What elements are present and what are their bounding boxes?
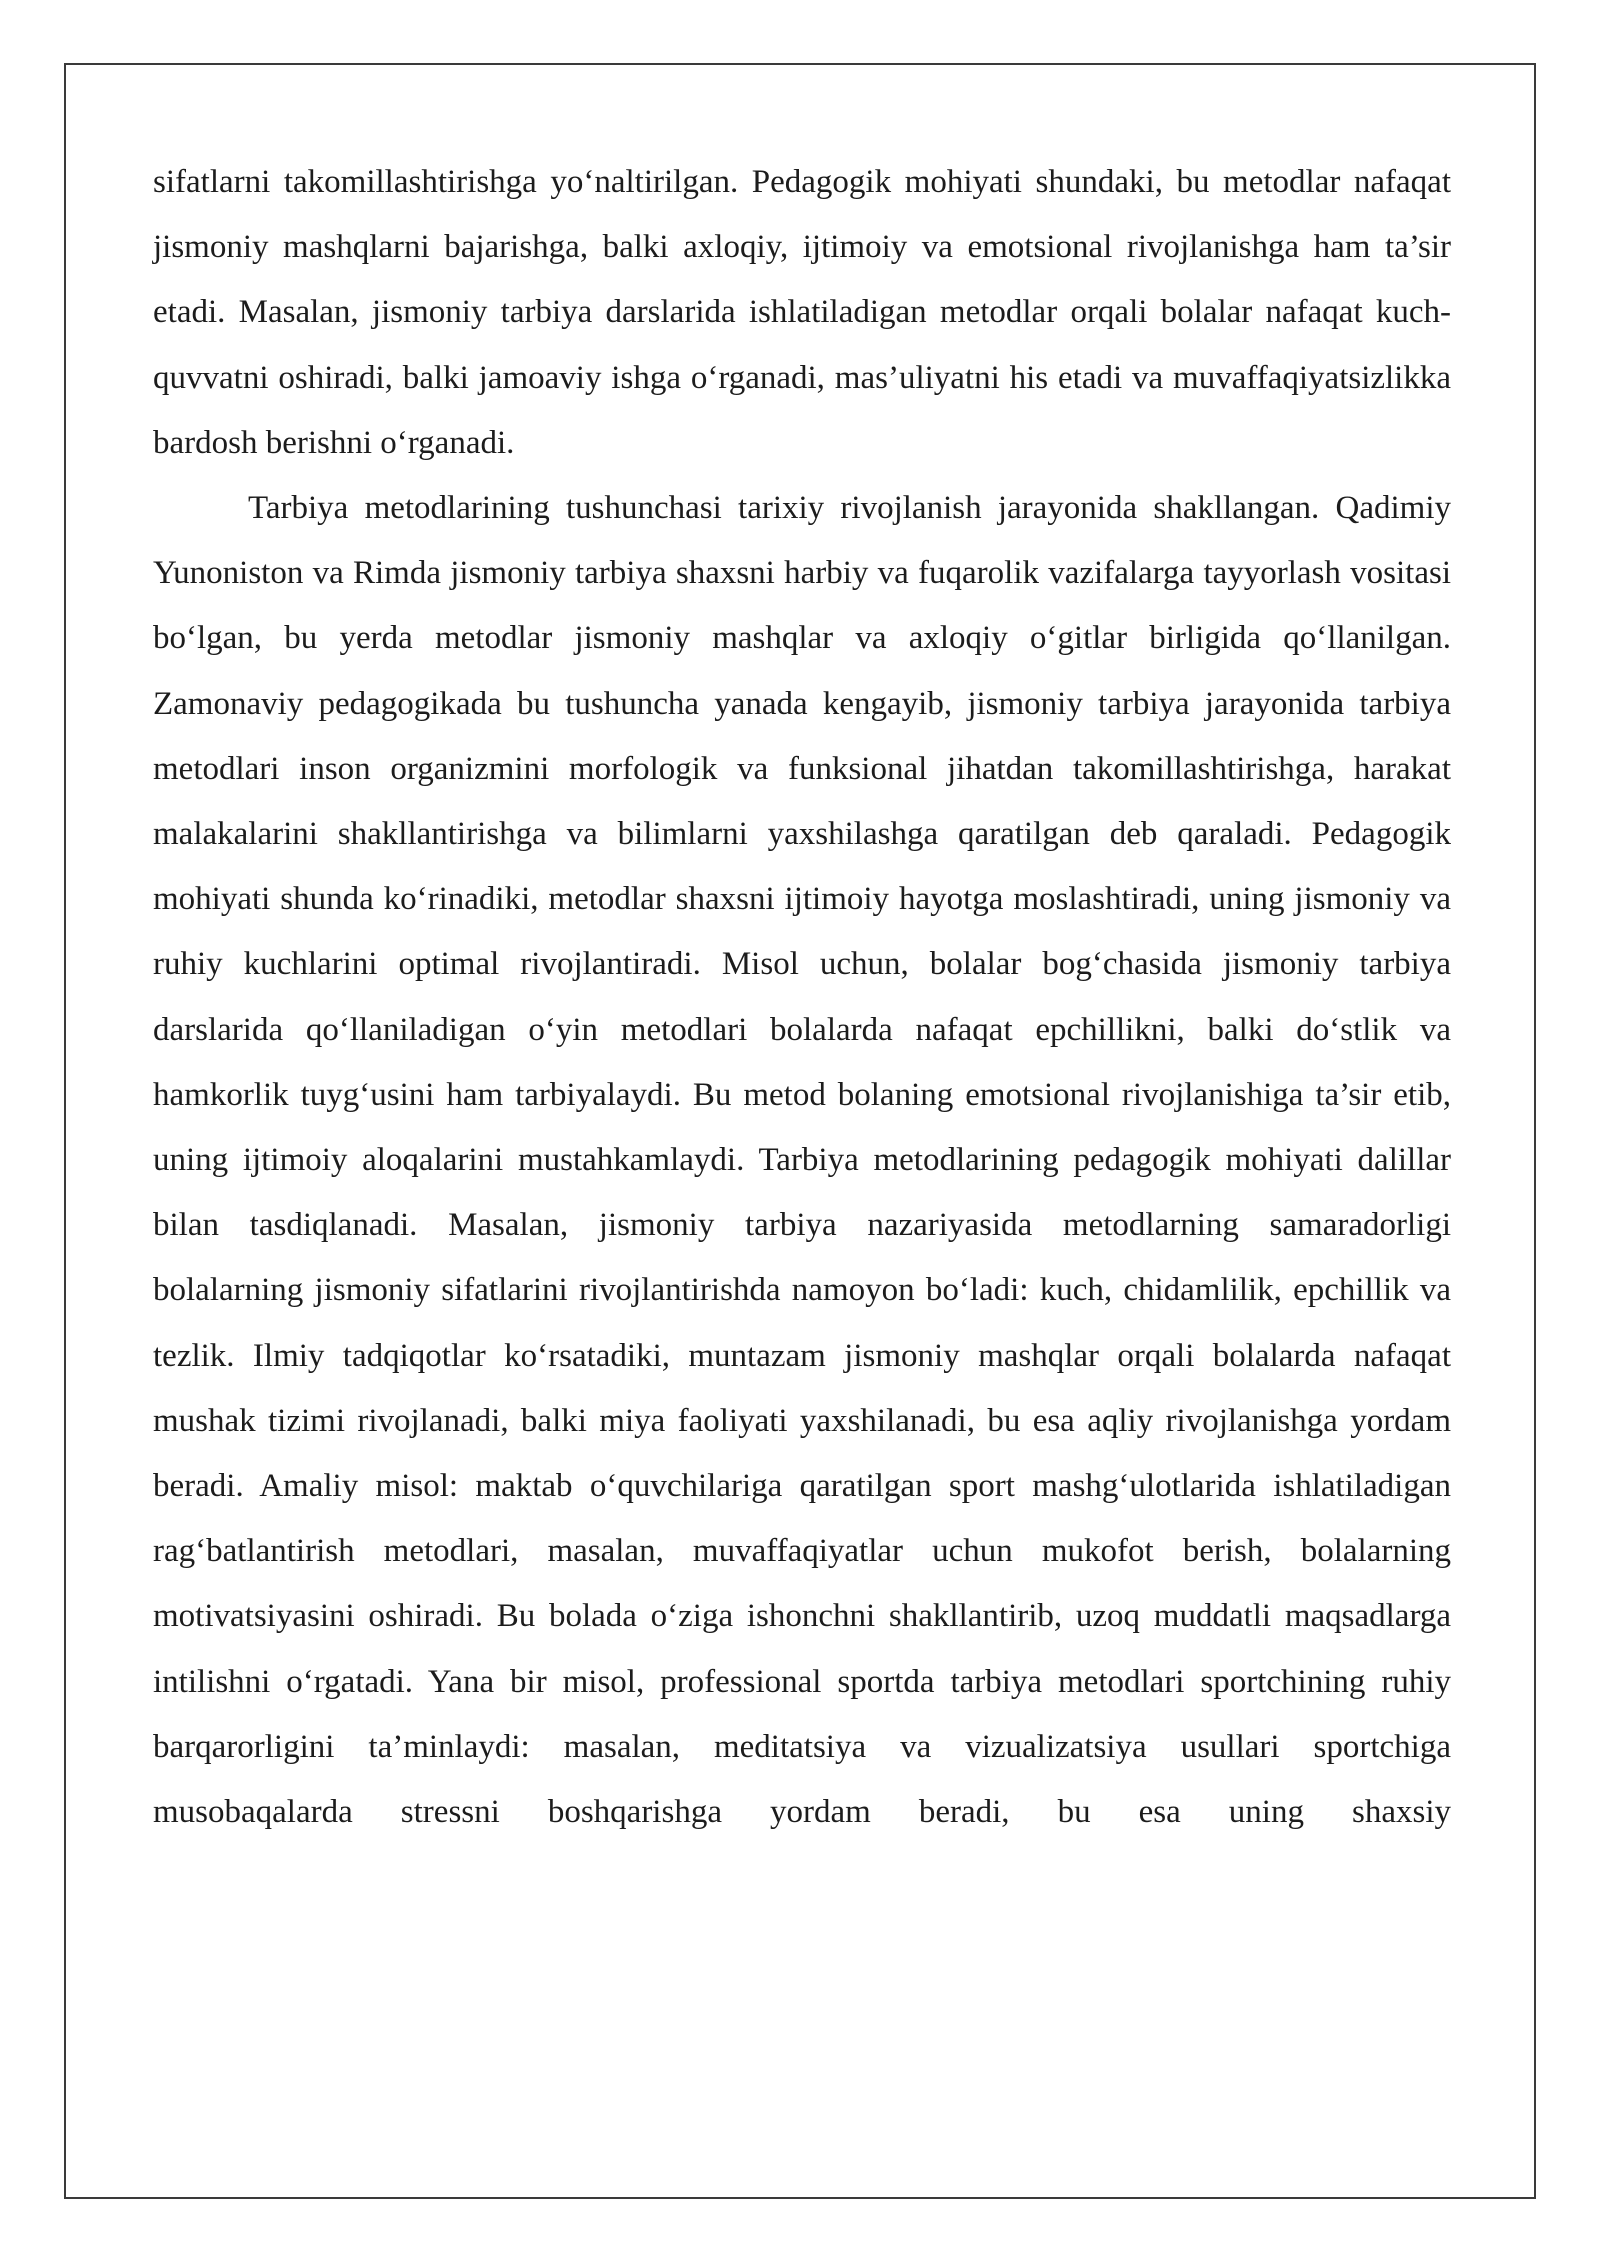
paragraph-1: sifatlarni takomillashtirishga yo‘naltirilgan. Pedagogik mohiyati shundaki, bu metodlar nafaqat jismoniy mashqlarni bajarishga, balki axloqiy, ijtimoiy va emotsional rivojlanishga ham ta’sir etadi. Masalan, jismoniy tarbiya darslarida ishlatiladigan metodlar orqali bolalar nafaqat kuch-quvvatni oshiradi, balki jamoaviy ishga o‘rganadi, mas’uliyatni his etadi va muvaffaqiyatsizlikka bardosh berishni o‘rganadi. [153,164,1451,461]
document-body [153,150,1451,1845]
paragraph-2: Tarbiya metodlarining tushunchasi tarixiy rivojlanish jarayonida shakllangan. Qadimiy Yunoniston va Rimda jismoniy tarbiya shaxsni harbiy va fuqarolik vazifalarga tayyorlash vositasi bo‘lgan, bu yerda metodlar jismoniy mashqlar va axloqiy o‘gitlar birligida qo‘llanilgan. Zamonaviy pedagogikada bu tushuncha yanada kengayib, jismoniy tarbiya jarayonida tarbiya metodlari inson organizmini morfologik va funksional jihatdan takomillashtirishga, harakat malakalarini shakllantirishga va bilimlarni yaxshilashga qaratilgan deb qaraladi. Pedagogik mohiyati shunda ko‘rinadiki, metodlar shaxsni ijtimoiy hayotga moslashtiradi, uning jismoniy va ruhiy kuchlarini optimal rivojlantiradi. Misol uchun, bolalar bog‘chasida jismoniy tarbiya darslarida qo‘llaniladigan o‘yin metodlari bolalarda nafaqat epchillikni, balki do‘stlik va hamkorlik tuyg‘usini ham tarbiyalaydi. Bu metod bolaning emotsional rivojlanishiga ta’sir etib, uning ijtimoiy aloqalarini mustahkamlaydi. Tarbiya metodlarining pedagogik mohiyati dalillar bilan tasdiqlanadi. Masalan, jismoniy tarbiya nazariyasida metodlarning samaradorligi bolalarning jismoniy sifatlarini rivojlantirishda namoyon bo‘ladi: kuch, chidamlilik, epchillik va tezlik. Ilmiy tadqiqotlar ko‘rsatadiki, muntazam jismoniy mashqlar orqali bolalarda nafaqat mushak tizimi rivojlanadi, balki miya faoliyati yaxshilanadi, bu esa aqliy rivojlanishga yordam beradi. Amaliy misol: maktab o‘quvchilariga qaratilgan sport mashg‘ulotlarida ishlatiladigan rag‘batlantirish metodlari, masalan, muvaffaqiyatlar uchun mukofot berish, bolalarning motivatsiyasini oshiradi. Bu bolada o‘ziga ishonchni shakllantirib, uzoq muddatli maqsadlarga intilishni o‘rgatadi. Yana bir misol, professional sportda tarbiya metodlari sportchining ruhiy barqarorligini ta’minlaydi: masalan, meditatsiya va vizualizatsiya usullari sportchiga musobaqalarda stressni boshqarishga yordam beradi, bu esa uning shaxsiy [153,490,1451,1831]
